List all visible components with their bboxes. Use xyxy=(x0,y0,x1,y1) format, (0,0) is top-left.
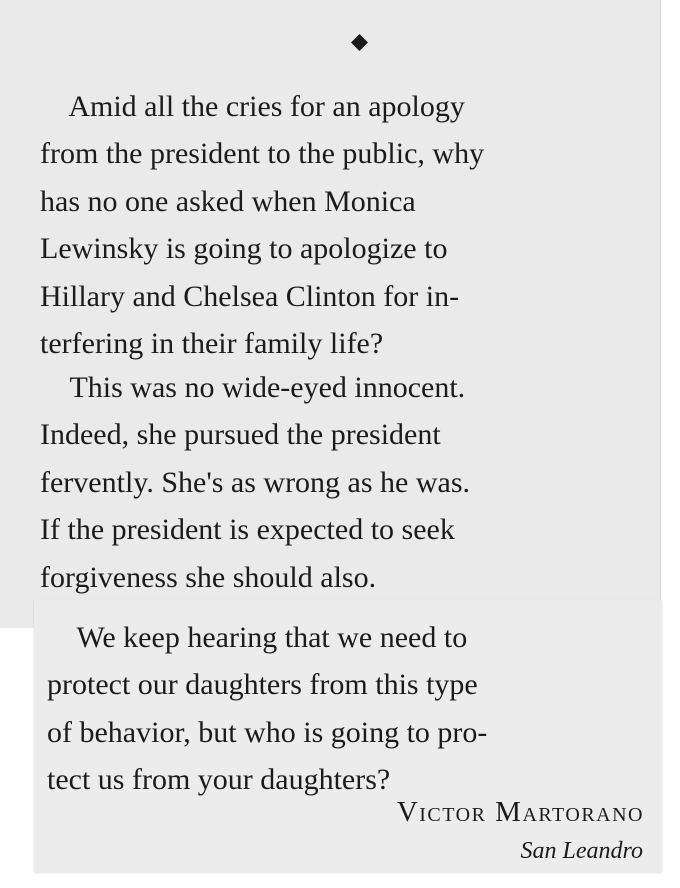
author-signature: Victor Martorano xyxy=(396,796,644,828)
diamond-bullet-icon xyxy=(351,34,368,51)
author-location: San Leandro xyxy=(520,838,643,864)
letter-paragraph-2: This was no wide-eyed innocent. Indeed, she pursued the president fervently. She's as wrong as he was. If the president is expected to seek forgiveness she should also. xyxy=(40,371,471,594)
letter-paragraph-3: We keep hearing that we need to protect our daughters from this type of behavior, but who is going to pro- tect us from your daughters? xyxy=(47,621,488,797)
letter-paragraph-1: Amid all the cries for an apology from the president to the public, why has no one asked when Monica Lewinsky is going to apologize to Hillary and Chelsea Clinton for in- terfering in their family life? xyxy=(40,90,485,361)
